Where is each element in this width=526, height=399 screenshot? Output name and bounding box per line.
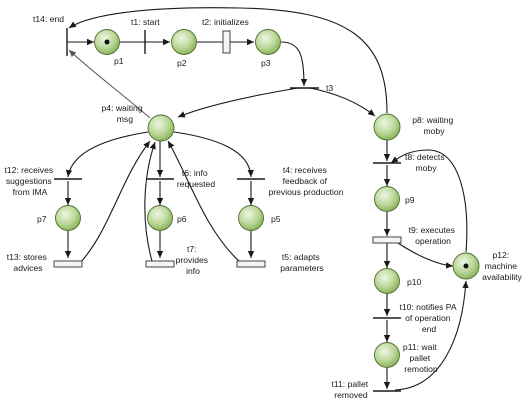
label-t6-line2: requested — [176, 179, 216, 189]
label-p11-line1: p11: wait — [402, 342, 437, 352]
label-t4-line1: t4: receives — [282, 165, 327, 175]
transition-t9 — [373, 237, 401, 243]
label-t10-line2: of operation — [405, 313, 451, 323]
label-t7-line2: provides — [175, 255, 209, 265]
label-p9: p9 — [405, 195, 415, 205]
label-t11 — [331, 379, 370, 399]
label-t14: t14: end — [33, 14, 65, 24]
label-t10 — [399, 302, 458, 334]
label-p4-line1: p4: waiting — [101, 103, 143, 113]
label-p11 — [403, 342, 439, 374]
label-t7 — [176, 244, 211, 276]
label-p8-line2: moby — [423, 126, 445, 136]
label-t6-line1: t6: info — [181, 168, 208, 178]
transition-t5 — [237, 261, 265, 267]
arc-t7-p4 — [145, 142, 155, 261]
label-t7-line3: info — [186, 266, 200, 276]
label-t6 — [177, 168, 215, 189]
place-p5 — [239, 206, 264, 231]
label-p12-line2: machine — [484, 261, 518, 271]
label-p12-line3: availability — [482, 272, 522, 282]
label-t3: t3 — [326, 83, 334, 93]
label-p11-line3: remotion — [404, 364, 438, 374]
label-p12-line1: p12: — [492, 250, 510, 260]
label-t13-line1: t13: stores — [6, 252, 47, 262]
place-p11 — [375, 343, 400, 368]
place-p8 — [374, 114, 400, 140]
label-p2: p2 — [177, 58, 187, 68]
label-t8-line1: t8: detects — [404, 152, 445, 162]
place-p6 — [148, 206, 173, 231]
place-p3 — [256, 30, 281, 55]
label-t2: t2: initializes — [202, 17, 249, 27]
label-t12-line2: suggestions — [5, 176, 52, 186]
label-t5-line2: parameters — [280, 263, 324, 273]
label-t10-line1: t10: notifies PA — [399, 302, 457, 312]
place-p10 — [375, 269, 400, 294]
label-t5-line1: t5: adapts — [281, 252, 320, 262]
label-t13 — [7, 252, 50, 273]
label-p11-line2: pallet — [409, 353, 431, 363]
label-p12 — [482, 250, 522, 282]
label-t7-line1: t7: — [187, 244, 197, 254]
arc-t13-p4 — [80, 141, 150, 263]
transitions — [54, 28, 401, 391]
transition-t7 — [146, 261, 174, 267]
label-p1: p1 — [114, 56, 124, 66]
label-t12 — [4, 165, 55, 197]
label-p4-line2: msg — [116, 114, 133, 124]
label-t5 — [280, 252, 323, 273]
place-p7 — [56, 206, 81, 231]
label-p8-line1: p8: waiting — [412, 115, 454, 125]
transition-t13 — [54, 261, 82, 267]
place-p9 — [375, 187, 400, 212]
label-t10-line3: end — [421, 324, 437, 334]
arc-t3-p8 — [310, 88, 375, 116]
place-p4 — [148, 115, 174, 141]
token-p1 — [105, 40, 110, 45]
label-t11-line2: removed — [334, 390, 368, 399]
arc-t5-p4 — [168, 141, 240, 262]
label-t9-line1: t9: executes — [408, 225, 455, 235]
label-t11-line1: t11: pallet — [331, 379, 369, 389]
label-t4-line3: previous production — [268, 187, 344, 197]
label-t9-line2: operation — [415, 236, 451, 246]
label-t12-line3: from IMA — [12, 187, 48, 197]
arc-t3-p4 — [178, 88, 298, 117]
label-t1: t1: start — [131, 17, 160, 27]
label-t8-line2: moby — [415, 163, 437, 173]
arc-p3-t3 — [281, 42, 304, 86]
transition-t2 — [223, 31, 230, 53]
label-p5: p5 — [271, 214, 281, 224]
label-t9 — [409, 225, 458, 246]
label-t4 — [268, 165, 343, 197]
arc-p4-t12 — [68, 132, 148, 177]
labels — [4, 14, 522, 399]
label-p4 — [102, 103, 145, 124]
label-t4-line2: feedback of — [282, 176, 328, 186]
label-p10: p10 — [407, 277, 422, 287]
label-p3: p3 — [261, 58, 271, 68]
label-t8 — [405, 152, 447, 173]
label-t13-line2: advices — [13, 263, 43, 273]
label-t12-line1: t12: receives — [4, 165, 54, 175]
label-p7: p7 — [37, 214, 47, 224]
place-p2 — [172, 30, 197, 55]
label-p6: p6 — [177, 214, 187, 224]
token-p12 — [464, 264, 469, 269]
label-p8 — [412, 115, 455, 136]
